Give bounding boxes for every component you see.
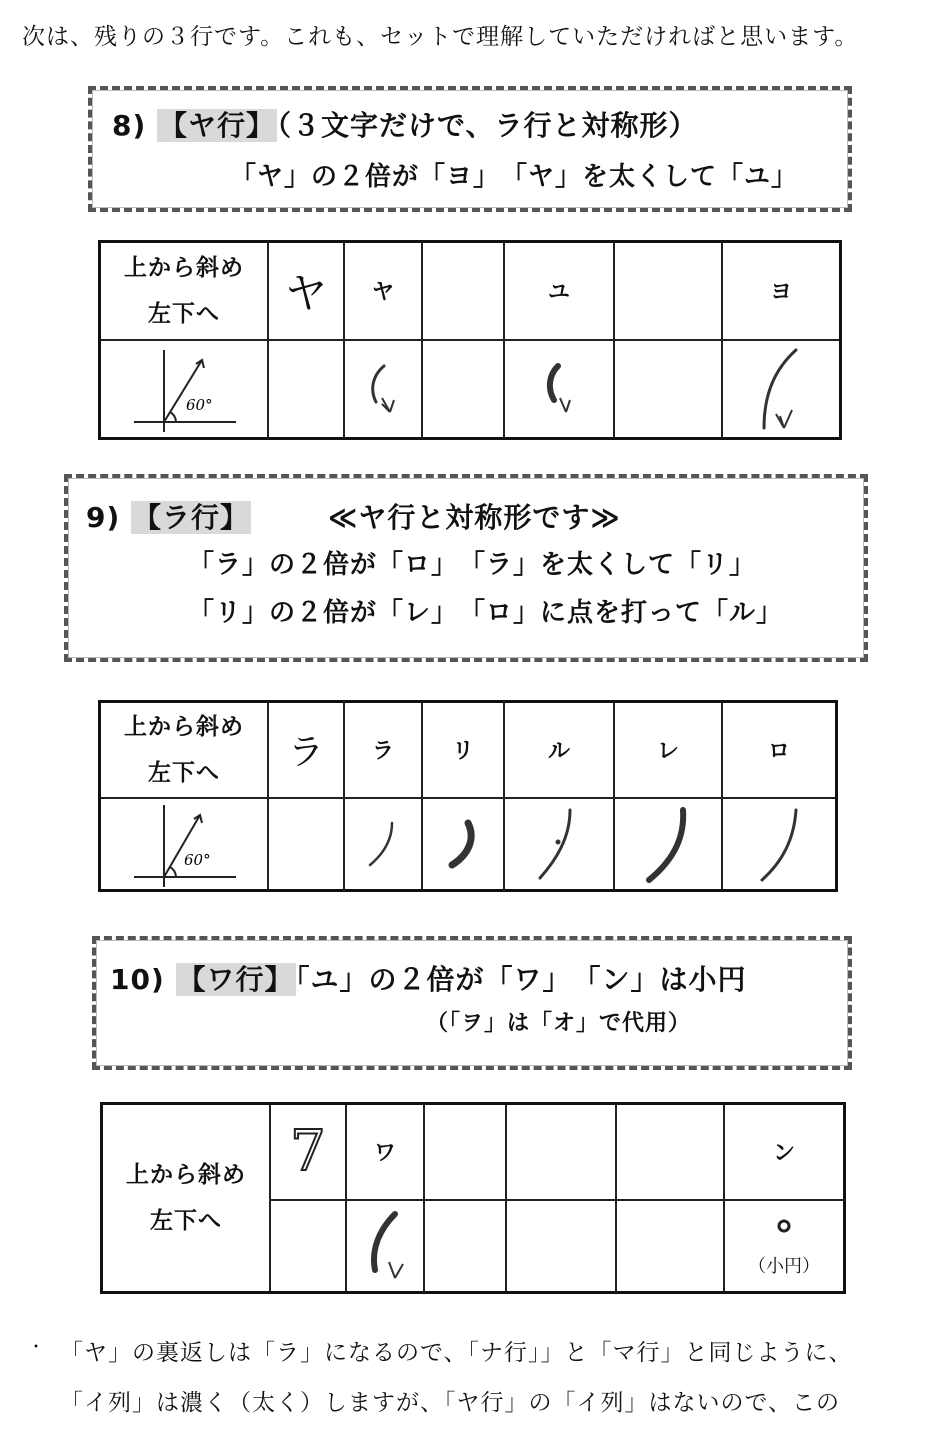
kana-cell: ヨ	[722, 242, 841, 340]
kana-cell: リ	[422, 702, 504, 798]
section8-heading	[112, 104, 698, 144]
kana-cell: ン	[724, 1104, 845, 1200]
empty-cell	[268, 798, 344, 891]
angle-label: 60°	[184, 850, 211, 869]
section9-subtitle: ≪ヤ行と対称形です≫	[328, 501, 621, 534]
footer-line-2: 「イ列」は濃く（太く）しますが、「ヤ行」の「イ列」はないので、この	[60, 1390, 841, 1416]
kana-cell	[616, 1104, 724, 1200]
stroke-cell	[346, 1200, 424, 1293]
stroke-cell	[504, 340, 614, 439]
long-stroke-arrow-icon	[746, 344, 816, 434]
small-circle-cell	[724, 1200, 845, 1293]
empty-cell	[270, 1200, 346, 1293]
header-cell	[102, 1104, 271, 1293]
sample-glyph: ラ	[287, 732, 324, 774]
kana-cell: ヤ	[344, 242, 422, 340]
section9-box	[64, 474, 868, 662]
empty-cell	[616, 1200, 724, 1293]
section9-rule-2: 「リ」の２倍が「レ」 「ロ」に点を打って「ル」	[188, 598, 784, 628]
section9-rule-1: 「ラ」の２倍が「ロ」 「ラ」を太くして「リ」	[188, 550, 757, 580]
thick-short-stroke-arrow-icon	[534, 354, 584, 424]
empty-cell	[424, 1200, 506, 1293]
section10-title: 【ワ行】	[177, 963, 294, 996]
header-cell	[100, 702, 269, 798]
thick-long-stroke-icon	[633, 804, 703, 884]
stroke-cell	[722, 798, 837, 891]
angle-diagram-cell	[100, 798, 269, 891]
kana-cell: ユ	[504, 242, 614, 340]
empty-cell	[506, 1200, 616, 1293]
header-line-2: 左下へ	[148, 759, 220, 786]
header-cell	[100, 242, 269, 340]
kana-cell	[422, 242, 504, 340]
sample-glyph-cell	[268, 242, 344, 340]
section9-title: 【ラ行】	[133, 501, 250, 534]
thick-stroke-arrow-icon	[355, 1206, 415, 1286]
section10-subtitle: （「ヲ」は「オ」で代用）	[426, 1011, 692, 1036]
section8-box	[88, 86, 852, 212]
kana-cell	[614, 242, 722, 340]
sample-glyph-cell	[270, 1104, 346, 1200]
section9-table	[98, 700, 838, 892]
section8-table	[98, 240, 842, 440]
empty-cell	[268, 340, 344, 439]
kana-cell: ラ	[344, 702, 422, 798]
long-stroke-icon	[744, 804, 814, 884]
section10-box	[92, 936, 852, 1070]
section8-title: 【ヤ行】	[159, 109, 276, 142]
empty-cell	[422, 340, 504, 439]
kana-cell	[506, 1104, 616, 1200]
header-line-1: 上から斜め	[124, 713, 244, 740]
stroke-cell	[722, 340, 841, 439]
section10-table	[100, 1102, 846, 1294]
angle-label: 60°	[186, 395, 213, 414]
section10-rule: 「ユ」の２倍が「ワ」 「ン」は小円	[295, 963, 747, 996]
empty-cell	[614, 340, 722, 439]
angle-diagram-icon	[124, 801, 244, 887]
sample-glyph: ヤ	[284, 268, 327, 318]
thick-short-stroke-icon	[438, 809, 488, 879]
stroke-cell	[344, 340, 422, 439]
section10-number: 10)	[110, 963, 165, 996]
section10-heading	[110, 958, 747, 998]
kana-cell: ワ	[346, 1104, 424, 1200]
header-line-1: 上から斜め	[124, 254, 244, 281]
section8-number: 8)	[112, 109, 147, 142]
stroke-with-dot-icon	[524, 804, 594, 884]
kana-cell: レ	[614, 702, 722, 798]
intro-text: 次は、残りの３行です。これも、セットで理解していただければと思います。	[22, 24, 859, 50]
section9-heading	[86, 496, 251, 536]
header-line-2: 左下へ	[148, 300, 220, 327]
sample-glyph-cell	[268, 702, 344, 798]
stroke-cell	[614, 798, 722, 891]
small-circle-icon	[769, 1214, 799, 1238]
angle-diagram-icon	[124, 344, 244, 434]
sample-glyph: 7	[290, 1119, 326, 1185]
section8-rule: 「ヤ」の２倍が「ヨ」 「ヤ」を太くして「ユ」	[230, 162, 799, 192]
kana-cell	[424, 1104, 506, 1200]
short-stroke-arrow-icon	[358, 354, 408, 424]
header-line-2: 左下へ	[150, 1208, 222, 1234]
small-circle-note: （小円）	[748, 1255, 820, 1277]
kana-cell: ロ	[722, 702, 837, 798]
short-stroke-icon	[358, 809, 408, 879]
stroke-cell	[344, 798, 422, 891]
stroke-cell	[504, 798, 614, 891]
footer-line-1: 「ヤ」の裏返しは「ラ」になるので、「ナ行」」と「マ行」と同じように、	[60, 1340, 853, 1366]
header-line-1: 上から斜め	[126, 1162, 246, 1188]
section8-subtitle: （３文字だけで、ラ行と対称形）	[277, 109, 698, 142]
footer-bullet: ・	[28, 1337, 45, 1356]
section9-number: 9)	[86, 501, 121, 534]
stroke-cell	[422, 798, 504, 891]
angle-diagram-cell	[100, 340, 269, 439]
kana-cell: ル	[504, 702, 614, 798]
